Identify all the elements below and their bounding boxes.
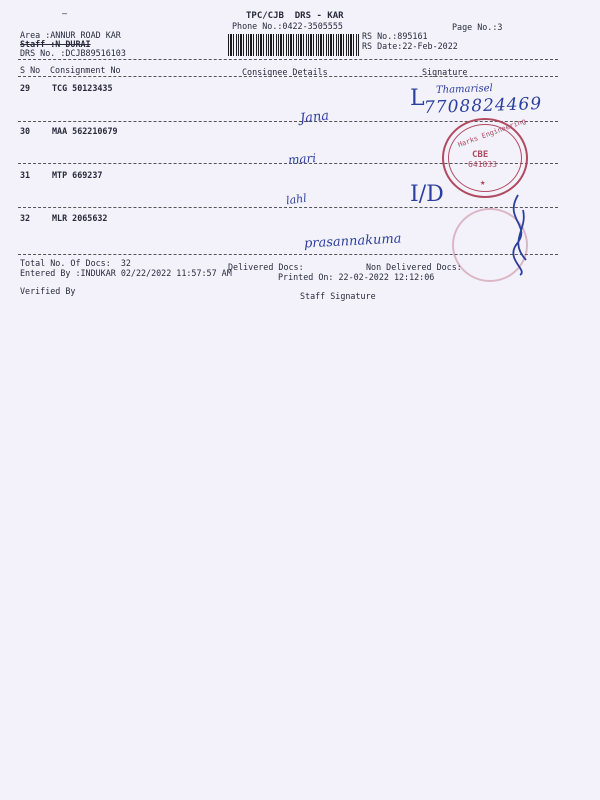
drs-number: DRS No. :DCJB89516103 [20,48,126,58]
dash-mark: – [62,8,68,18]
star-icon: ★ [480,178,486,188]
check-mark: L [410,86,425,111]
row-sno: 31 [20,170,31,180]
col-consignment: Consignment No [50,65,121,75]
handwritten-name: lahl [285,191,308,208]
verified-by: Verified By [20,286,76,296]
barcode [228,34,360,56]
row-consignment: MAA 562210679 [52,126,118,136]
seal-center: CBE [472,150,489,160]
non-delivered-docs: Non Delivered Docs: [366,262,462,272]
rs-date: RS Date:22-Feb-2022 [362,41,458,51]
row-consignment: TCG 50123435 [52,83,113,93]
divider [18,59,558,60]
handwritten-mark: I/D [410,182,444,207]
row-sno: 30 [20,126,31,136]
handwritten-recipient: Thamarisel [435,83,493,96]
total-docs: Total No. Of Docs: 32 [20,258,131,268]
doc-title: TPC/CJB DRS - KAR [246,11,344,21]
col-consignee: Consignee Details [242,67,328,77]
seal-code: 641033 [468,160,497,169]
phone-number: Phone No.:0422-3505555 [232,21,343,31]
area-field: Area :ANNUR ROAD KAR [20,30,121,40]
divider [18,76,558,77]
row-consignment: MLR 2065632 [52,213,108,223]
page-number: Page No.:3 [452,22,503,32]
row-sno: 29 [20,83,31,93]
signature-scribble [498,190,538,280]
col-sno: S No [20,65,41,75]
staff-signature: Staff Signature [300,291,376,301]
handwritten-name: mari [287,151,317,167]
row-consignment: MTP 669237 [52,170,103,180]
handwritten-name: prasannakuma [303,231,402,252]
delivered-docs: Delivered Docs: [228,262,304,272]
seal-text: Harks Engineering [456,116,527,150]
col-signature: Signature [422,67,468,77]
handwritten-phone: 7708824469 [423,93,543,119]
handwritten-name: Jana [299,108,330,127]
printed-on: Printed On: 22-02-2022 12:12:06 [278,272,435,282]
row-sno: 32 [20,213,31,223]
staff-field: Staff :N DURAI [20,39,91,49]
entered-by: Entered By :INDUKAR 02/22/2022 11:57:57 AM [20,268,232,278]
rs-number: RS No.:895161 [362,31,428,41]
company-seal [442,118,528,198]
